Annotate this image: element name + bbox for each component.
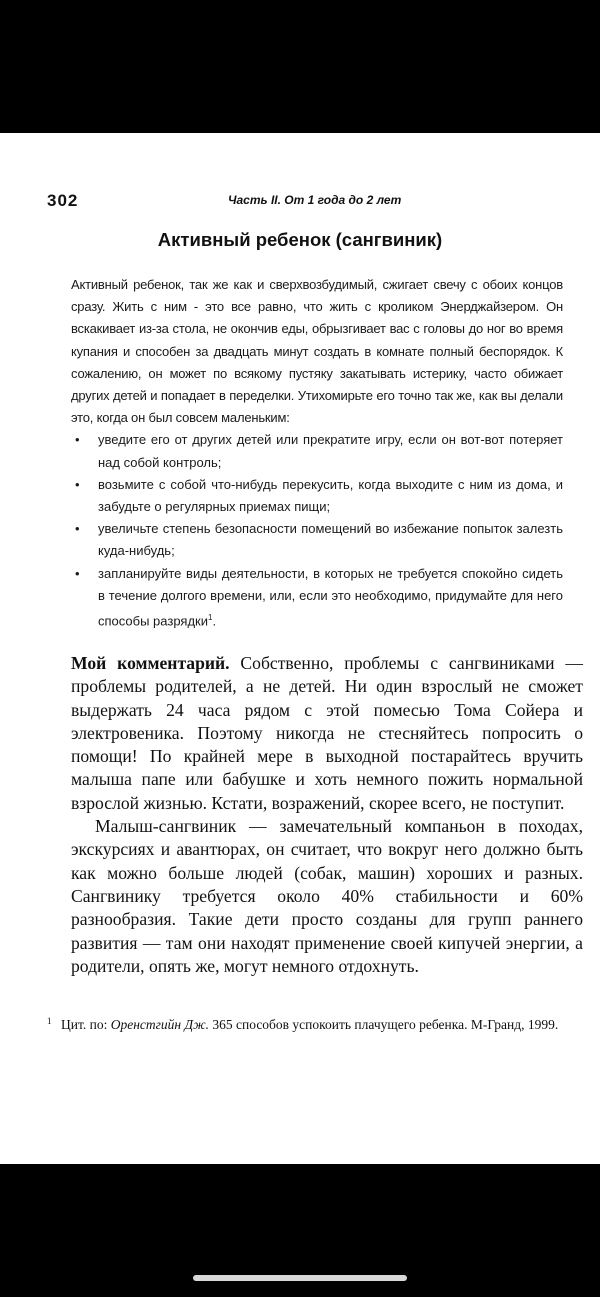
footnote-text: Цит. по: Оренстгийн Дж. 365 способов успокоить плачущего ребенка. М-Гранд, 1999. xyxy=(61,1017,559,1032)
footnote-author: Оренстгийн Дж. xyxy=(110,1017,210,1032)
list-item: • уведите его от других детей или прекратите игру, если он вот-вот потеряет над собой контроль; xyxy=(71,429,563,473)
bullet-icon: • xyxy=(75,432,80,448)
comment-paragraph: Мой комментарий. Собственно, проблемы с сангвиниками — проблемы родителей, а не детей. Ни один взрослый не сможет выдержать 24 часа рядом с этой помесью Тома Сойера и электровеника. Поэтому никогда не стесняйтесь попросить о помощи! По крайней мере в выходной постарайтесь вручить малыша папе или бабушке и хоть немного пожить нормальной взрослой жизнью. Кстати, возражений, скорее всего, не поступит. xyxy=(71,653,583,813)
home-indicator[interactable] xyxy=(193,1275,407,1281)
list-item: • возьмите с собой что-нибудь перекусить, когда выходите с ним из дома, и забудьте о регулярных приемах пищи; xyxy=(71,474,563,518)
bullet-icon: • xyxy=(75,565,80,581)
footnote-reference: 1 xyxy=(207,613,213,623)
running-head: Часть II. От 1 года до 2 лет xyxy=(228,193,402,207)
list-item: • запланируйте виды деятельности, в которых не требуется спокойно сидеть в течение долгого времени, или, если это необходимо, придумайте для него способы разрядки$^1$. xyxy=(71,563,563,633)
bullet-icon: • xyxy=(75,521,80,537)
list-item: • увеличьте степень безопасности помещений во избежание попыток залезть куда-нибудь; xyxy=(71,518,563,562)
author-comment xyxy=(71,652,583,978)
tips-list xyxy=(71,429,563,632)
page-number: 302 xyxy=(47,191,79,210)
bullet-icon: • xyxy=(75,476,80,492)
comment-lead: Мой комментарий. xyxy=(71,653,230,673)
comment-paragraph: Малыш-сангвиник — замечательный компаньон в походах, экскурсиях и авантюрах, он считает, что вокруг него должно быть как можно больше людей (собак, машин) хороших и разных. Сангвинику требуется около 40% стабильности и 60% разнообразия. Такие дети просто созданы для групп раннего развития — там они находят применение своей кипучей энергии, а родители, опять же, могут немного отдохнуть. xyxy=(71,816,583,976)
quoted-excerpt xyxy=(71,274,563,633)
footnote xyxy=(47,1015,583,1034)
footnote-mark: 1 xyxy=(47,1016,52,1026)
excerpt-intro: Активный ребенок, так же как и сверхвозбудимый, сжигает свечу с обоих концов сразу. Жить с ним - это все равно, что жить с кроликом Энерджайзером. Он вскакивает из-за стола, не окончив еды, обрызгивает вас с головы до ног во время купания и способен за двадцать минут создать в комнате полный беспорядок. К сожалению, он может по всякому пустяку закатывать истерику, часто обижает других детей и попадает в переделки. Утихомирьте его точно так же, как вы делали это, когда он был совсем маленьким: xyxy=(71,277,563,426)
book-page xyxy=(0,133,600,1164)
section-title: Активный ребенок (сангвиник) xyxy=(157,229,443,250)
